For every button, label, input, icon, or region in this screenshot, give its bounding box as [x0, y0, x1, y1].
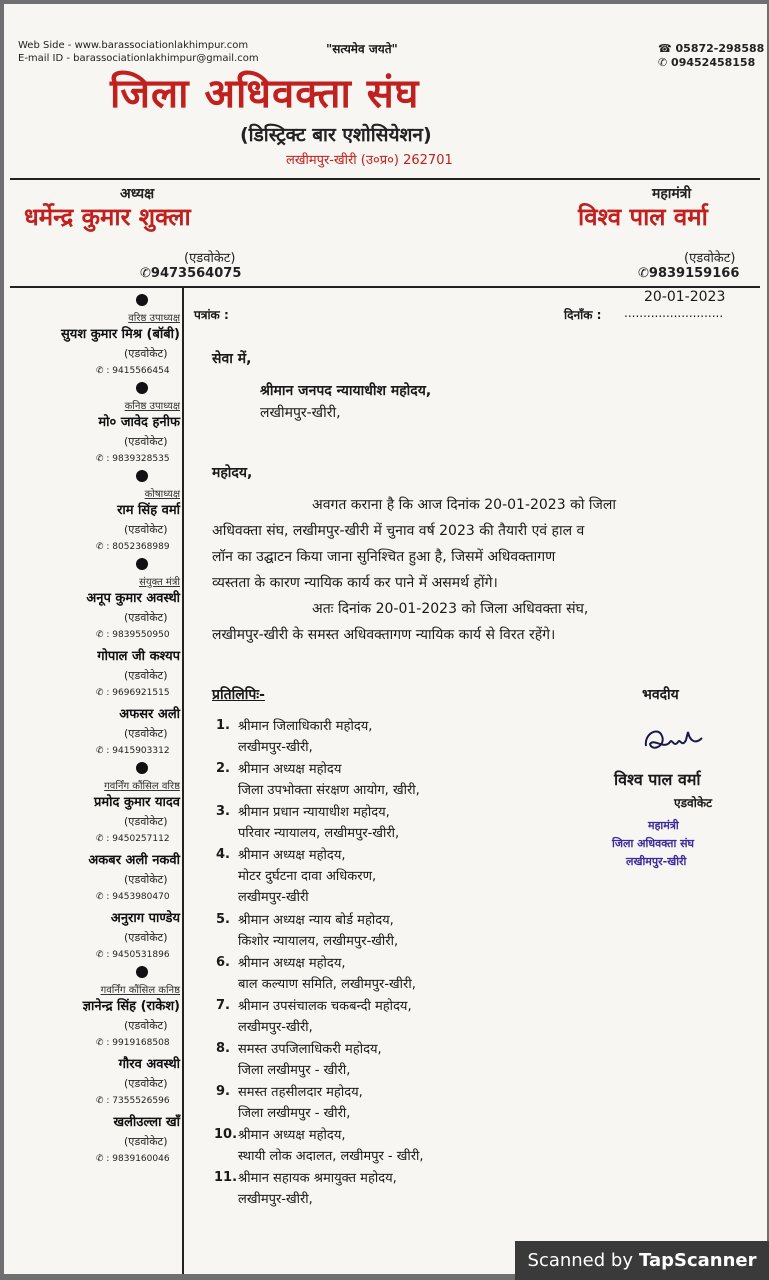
phone-icon: ☎ [658, 42, 676, 55]
cc-item-line: जिला उपभोक्ता संरक्षण आयोग, खीरी, [238, 783, 420, 798]
sidebar-member-title: (एडवोकेट) [124, 873, 168, 886]
sidebar-member-phone [96, 542, 170, 552]
recipient-line1: श्रीमान जनपद न्यायाधीश महोदय, [260, 383, 432, 399]
cc-item-number: 6. [216, 954, 230, 970]
association-title: जिला अधिवक्ता संघ [110, 70, 420, 117]
date-label: दिनाँक : [564, 308, 602, 322]
cc-item-line: किशोर न्यायालय, लखीमपुर-खीरी, [238, 933, 399, 949]
secretary-name: विश्व पाल वर्मा [578, 202, 708, 231]
header-phone2: 09452458158 [671, 56, 756, 69]
cc-item-line: बाल कल्याण समिति, लखीमपुर-खीरी, [238, 976, 416, 992]
mobile-icon: ✆ : [96, 1096, 113, 1106]
sidebar-member-title: (एडवोकेट) [124, 1077, 168, 1090]
date-dots: .......................... [624, 306, 724, 320]
cc-item-line: समस्त उपजिलाधिकरी महोदय, [238, 1041, 382, 1057]
cc-item-number: 11. [214, 1169, 238, 1185]
sidebar-member-phone [96, 950, 170, 960]
header-divider [10, 178, 760, 180]
stamp-line3: लखीमपुर-खीरी [626, 855, 687, 868]
cc-item-line: मोटर दुर्घटना दावा अधिकरण, [238, 869, 377, 884]
sidebar-heading: गवर्निंग कौंसिल कनिष्ठ [100, 985, 180, 996]
ref-label: पत्रांक : [194, 308, 229, 322]
cc-item-number: 3. [216, 804, 230, 819]
sidebar-phone-value: 9450257112 [112, 834, 170, 844]
para2-line2: लखीमपुर-खीरी के समस्त अधिवक्तागण न्यायिक कार्य से विरत रहेंगे। [212, 627, 556, 643]
signatory-name: विश्व पाल वर्मा [614, 770, 701, 789]
sidebar-heading: कोषाध्यक्ष [144, 489, 180, 500]
cc-item-line: श्रीमान उपसंचालक चकबन्दी महोदय, [238, 998, 412, 1014]
bullet-dot-icon [136, 470, 148, 482]
sidebar-member-phone [96, 688, 170, 698]
cc-item-line: श्रीमान जिलाधिकारी महोदय, [238, 719, 373, 734]
mobile-icon: ✆ [638, 266, 649, 281]
motto: "सत्यमेव जयते" [326, 42, 398, 56]
sidebar-phone-value: 9839550950 [112, 630, 170, 640]
sidebar-member-name: प्रमोद कुमार यादव [94, 795, 180, 810]
para1-line2: अधिवक्ता संघ, लखीमपुर-खीरी में चुनाव वर्ष 2023 की तैयारी एवं हाल व [212, 523, 585, 539]
mobile-icon: ✆ : [96, 834, 113, 844]
sidebar-member-title: (एडवोकेट) [124, 669, 168, 682]
cc-item-line: श्रीमान सहायक श्रमायुक्त महोदय, [238, 1170, 397, 1186]
cc-item-number: 7. [216, 997, 230, 1013]
cc-item-line: स्थायी लोक अदालत, लखीमपुर - खीरी, [238, 1148, 424, 1164]
cc-item-number: 1. [216, 718, 230, 733]
mobile-icon: ✆ : [96, 892, 113, 902]
sidebar-member-name: अनूप कुमार अवस्थी [86, 591, 180, 606]
sidebar-member-name: ज्ञानेन्द्र सिंह (राकेश) [82, 999, 180, 1014]
mobile-icon: ✆ : [96, 688, 113, 698]
cc-item-number: 2. [216, 761, 230, 776]
sidebar-member-name: अफसर अली [119, 707, 180, 722]
cc-item-line: श्रीमान अध्यक्ष महोदय, [238, 955, 346, 971]
sidebar-member-name: मो० जावेद हनीफ [98, 415, 180, 430]
sidebar-phone-value: 9415903312 [112, 746, 170, 756]
sidebar-member-phone [96, 1154, 170, 1164]
sidebar-member-name: गोपाल जी कश्यप [97, 649, 180, 664]
secretary-role: महामंत्री [652, 186, 692, 202]
secretary-phone: 9839159166 [648, 266, 740, 281]
sidebar-heading: संयुक्त मंत्री [139, 577, 180, 588]
scanner-prefix: Scanned by [527, 1250, 633, 1271]
sidebar-phone-value: 9919168508 [112, 1038, 170, 1048]
mobile-icon: ✆ : [96, 1154, 113, 1164]
sidebar-member-name: सुयश कुमार मिश्र (बॉबी) [61, 327, 180, 342]
cc-item-line: श्रीमान प्रधान न्यायाधीश महोदय, [238, 805, 390, 820]
scanner-brand: TapScanner [638, 1250, 757, 1271]
sidebar-member-phone [96, 454, 170, 464]
cc-item-line: जिला लखीमपुर - खीरी, [238, 1062, 351, 1078]
sidebar-member-title: (एडवोकेट) [124, 523, 168, 536]
email-text: E-mail ID - barassociationlakhimpur@gmail.com [18, 53, 259, 64]
mobile-icon: ✆ : [96, 454, 113, 464]
website-text: Web Side - www.barassociationlakhimpur.com [18, 40, 249, 51]
yours-faithfully: भवदीय [642, 687, 679, 703]
cc-item-line: श्रीमान अध्यक्ष महोदय, [238, 1127, 346, 1143]
mobile-icon: ✆ [140, 266, 151, 281]
secretary-title: (एडवोकेट) [684, 251, 736, 266]
sidebar-phone-value: 9415566454 [112, 366, 170, 376]
para1-line1: अवगत कराना है कि आज दिनांक 20-01-2023 को जिला [312, 497, 617, 513]
cc-item-number: 4. [216, 847, 230, 862]
cc-item-line: लखीमपुर-खीरी, [238, 740, 313, 755]
sidebar-member-title: (एडवोकेट) [124, 1019, 168, 1032]
cc-item-line: श्रीमान अध्यक्ष महोदय [238, 762, 342, 777]
sidebar-member-name: राम सिंह वर्मा [117, 503, 180, 518]
para1-line4: व्यस्तता के कारण न्यायिक कार्य कर पाने में असमर्थ होंगे। [212, 575, 498, 591]
sidebar-member-title: (एडवोकेट) [124, 815, 168, 828]
bullet-dot-icon [136, 762, 148, 774]
officers-divider [10, 286, 760, 288]
cc-item-line: श्रीमान अध्यक्ष महोदय, [238, 848, 346, 863]
cc-item-line: समस्त तहसीलदार महोदय, [238, 1084, 363, 1100]
sidebar-member-name: खलीउल्ला खाँ [113, 1115, 180, 1130]
cc-item-number: 9. [216, 1083, 230, 1099]
cc-item-line: जिला लखीमपुर - खीरी, [238, 1105, 351, 1121]
scanner-watermark [515, 1241, 769, 1280]
cc-label: प्रतिलिपिः- [212, 687, 265, 703]
sidebar-member-title: (एडवोकेट) [124, 611, 168, 624]
stamp-line1: महामंत्री [648, 819, 679, 832]
salutation: महोदय, [212, 465, 253, 481]
sidebar-heading: गवर्निंग कौंसिल वरिष्ठ [104, 781, 180, 792]
mobile-icon: ✆ : [96, 950, 113, 960]
cc-item-line: श्रीमान अध्यक्ष न्याय बोर्ड महोदय, [238, 912, 394, 928]
mobile-icon: ✆ : [96, 746, 113, 756]
cc-item-number: 8. [216, 1040, 230, 1056]
sidebar-member-title: (एडवोकेट) [124, 435, 168, 448]
sidebar-member-phone [96, 892, 170, 902]
recipient-line2: लखीमपुर-खीरी, [260, 405, 341, 421]
cc-item-line: परिवार न्यायालय, लखीमपुर-खीरी, [238, 826, 400, 841]
date-value: 20-01-2023 [644, 289, 726, 305]
sidebar-divider [182, 286, 184, 1274]
bullet-dot-icon [136, 382, 148, 394]
president-name: धर्मेन्द्र कुमार शुक्ला [24, 202, 191, 231]
mobile-icon: ✆ : [96, 542, 113, 552]
sidebar-member-title: (एडवोकेट) [124, 931, 168, 944]
sidebar-member-title: (एडवोकेट) [124, 347, 168, 360]
sidebar-member-name: अनुराग पाण्डेय [110, 911, 180, 926]
sidebar-member-name: गौरव अवस्थी [118, 1057, 180, 1072]
sidebar-member-phone [96, 746, 170, 756]
sidebar-heading: वरिष्ठ उपाध्यक्ष [128, 313, 180, 324]
president-title: (एडवोकेट) [184, 251, 236, 266]
bullet-dot-icon [136, 558, 148, 570]
sidebar-heading: कनिष्ठ उपाध्यक्ष [124, 401, 180, 412]
sidebar-member-title: (एडवोकेट) [124, 1135, 168, 1148]
seva-text: सेवा में, [212, 351, 252, 367]
stamp-line2: जिला अधिवक्ता संघ [612, 837, 695, 850]
mobile-icon: ✆ [658, 56, 672, 69]
sidebar-phone-value: 8052368989 [112, 542, 170, 552]
para1-line3: लॉन का उद्घाटन किया जाना सुनिश्चित हुआ है, जिसमें अधिवक्तागण [212, 549, 556, 565]
sidebar-phone-value: 9839160046 [112, 1154, 170, 1164]
mobile-icon: ✆ : [96, 630, 113, 640]
letterhead-page [4, 4, 767, 1274]
cc-item-line: लखीमपुर-खीरी, [238, 1019, 313, 1035]
sidebar-member-phone [96, 630, 170, 640]
sidebar-phone-value: 9450531896 [112, 950, 170, 960]
sidebar-phone-value: 7355526596 [112, 1096, 170, 1106]
cc-item-number: 10. [214, 1126, 238, 1142]
bullet-dot-icon [136, 966, 148, 978]
mobile-icon: ✆ : [96, 366, 113, 376]
sidebar-phone-value: 9696921515 [112, 688, 170, 698]
bullet-dot-icon [136, 294, 148, 306]
signature-image [640, 720, 710, 760]
president-role: अध्यक्ष [120, 186, 155, 202]
header-phone1: 05872-298588 [675, 42, 765, 55]
signatory-title: एडवोकेट [674, 796, 713, 810]
para2-line1: अतः दिनांक 20-01-2023 को जिला अधिवक्ता संघ, [312, 601, 589, 617]
association-address: लखीमपुर-खीरी (उ०प्र०) 262701 [286, 153, 453, 168]
association-subtitle: (डिस्ट्रिक्ट बार एशोसियेशन) [240, 124, 432, 146]
sidebar-member-phone [96, 366, 170, 376]
sidebar-member-name: अकबर अली नकवी [88, 853, 180, 868]
sidebar-phone-value: 9839328535 [112, 454, 170, 464]
sidebar-member-phone [96, 834, 170, 844]
cc-item-line: लखीमपुर-खीरी [238, 890, 309, 905]
cc-item-number: 5. [216, 911, 230, 927]
sidebar-member-phone [96, 1038, 170, 1048]
mobile-icon: ✆ : [96, 1038, 113, 1048]
sidebar-phone-value: 9453980470 [112, 892, 170, 902]
cc-item-line: लखीमपुर-खीरी, [238, 1191, 313, 1207]
sidebar-member-title: (एडवोकेट) [124, 727, 168, 740]
president-phone: 9473564075 [150, 266, 242, 281]
sidebar-member-phone [96, 1096, 170, 1106]
